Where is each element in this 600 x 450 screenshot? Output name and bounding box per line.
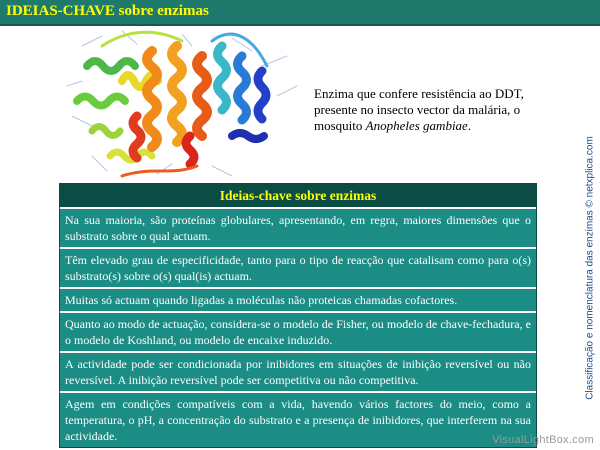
side-credit: Classificação e nomenclatura das enzimas © netxplica.com xyxy=(584,136,596,400)
species-name: Anopheles gambiae xyxy=(365,118,468,133)
page-title: IDEIAS-CHAVE sobre enzimas xyxy=(6,3,209,19)
table-title: Ideias-chave sobre enzimas xyxy=(60,184,536,207)
list-item: Agem em condições compatíveis com a vida, havendo vários factores do meio, como a temperatura, o pH, a concentração do substrato e a presença de inibidores, que interferem na sua actividade. xyxy=(60,391,536,447)
list-item: Na sua maioria, são proteínas globulares, apresentando, em regra, maiores dimensões que o substrato sobre o qual actuam. xyxy=(60,207,536,247)
list-item: Quanto ao modo de actuação, considera-se o modelo de Fisher, ou modelo de chave-fechadura, e o modelo de Koshland, ou modelo de encaixe induzido. xyxy=(60,311,536,351)
list-item: A actividade pode ser condicionada por inibidores em situações de inibição reversível ou não reversível. A inibição reversível pode ser competitiva ou não competitiva. xyxy=(60,351,536,391)
watermark: VisualLightBox.com xyxy=(492,434,594,446)
list-item: Muitas só actuam quando ligadas a moléculas não proteicas chamadas cofactores. xyxy=(60,287,536,311)
protein-structure-image xyxy=(62,26,302,182)
key-ideas-table xyxy=(59,183,537,448)
header-bar xyxy=(0,0,600,26)
image-caption: Enzima que confere resistência ao DDT, presente no insecto vector da malária, o mosquito Anopheles gambiae. xyxy=(314,86,524,133)
list-item: Têm elevado grau de especificidade, tanto para o tipo de reacção que catalisam como para o(s) substrato(s) sobre o(s) qual(is) actuam. xyxy=(60,247,536,287)
